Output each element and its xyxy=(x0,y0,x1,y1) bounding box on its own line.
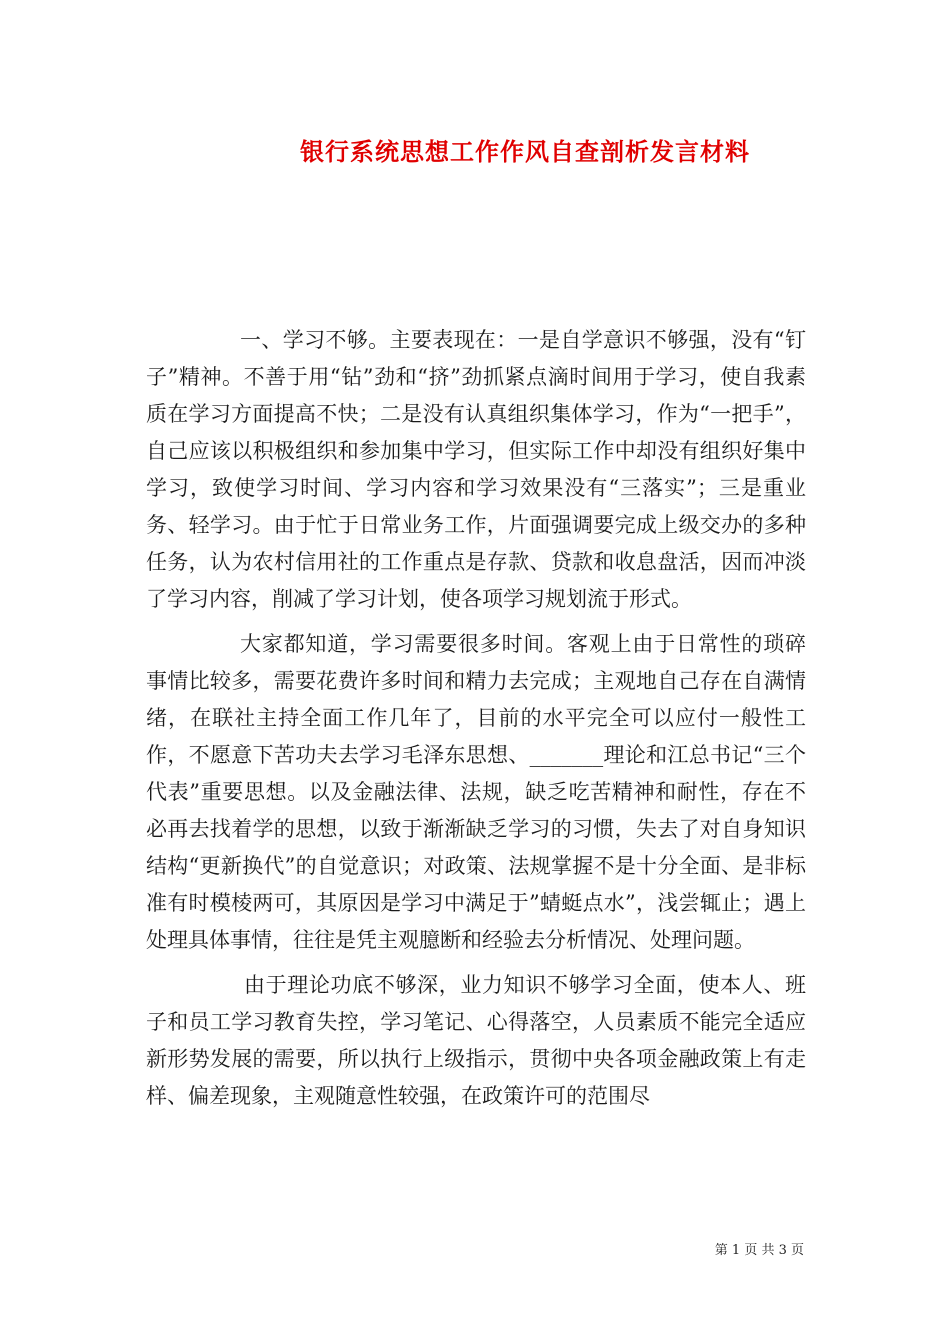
paragraph-2: 大家都知道，学习需要很多时间。客观上由于日常性的琐碎事情比较多，需要花费许多时间和精力去完成；主观地自己存在自满情绪，在联社主持全面工作几年了，目前的水平完全可以应付一般性工作，不愿意下苦功夫去学习毛泽东思想、_______理论和江总书记“三个代表”重要思想。以及金融法律、法规，缺乏吃苦精神和耐性，存在不必再去找着学的思想，以致于渐渐缺乏学习的习惯，失去了对自身知识结构“更新换代”的自觉意识；对政策、法规掌握不是十分全面、是非标准有时模棱两可，其原因是学习中满足于”蜻蜓点水”，浅尝辄止；遇上处理具体事情，往往是凭主观臆断和经验去分析情况、处理问题。 xyxy=(146,632,806,952)
document-body xyxy=(146,322,806,1123)
paragraph-1: 一、学习不够。主要表现在：一是自学意识不够强，没有“钉子”精神。不善于用“钻”劲和“挤”劲抓紧点滴时间用于学习，使自我素质在学习方面提高不快；二是没有认真组织集体学习，作为“一把手”，自己应该以积极组织和参加集中学习，但实际工作中却没有组织好集中学习，致使学习时间、学习内容和学习效果没有“三落实”；三是重业务、轻学习。由于忙于日常业务工作，片面强调要完成上级交办的多种任务，认为农村信用社的工作重点是存款、贷款和收息盘活，因而冲淡了学习内容，削减了学习计划，使各项学习规划流于形式。 xyxy=(146,328,806,611)
page-number-footer: 第 1 页 共 3 页 xyxy=(714,1243,804,1258)
document-title: 银行系统思想工作作风自查剖析发言材料 xyxy=(300,137,750,166)
paragraph-3: 由于理论功底不够深，业力知识不够学习全面，使本人、班子和员工学习教育失控，学习笔记、心得落空，人员素质不能完全适应新形势发展的需要，所以执行上级指示，贯彻中央各项金融政策上有走样、偏差现象，主观随意性较强，在政策许可的范围尽 xyxy=(146,973,806,1108)
